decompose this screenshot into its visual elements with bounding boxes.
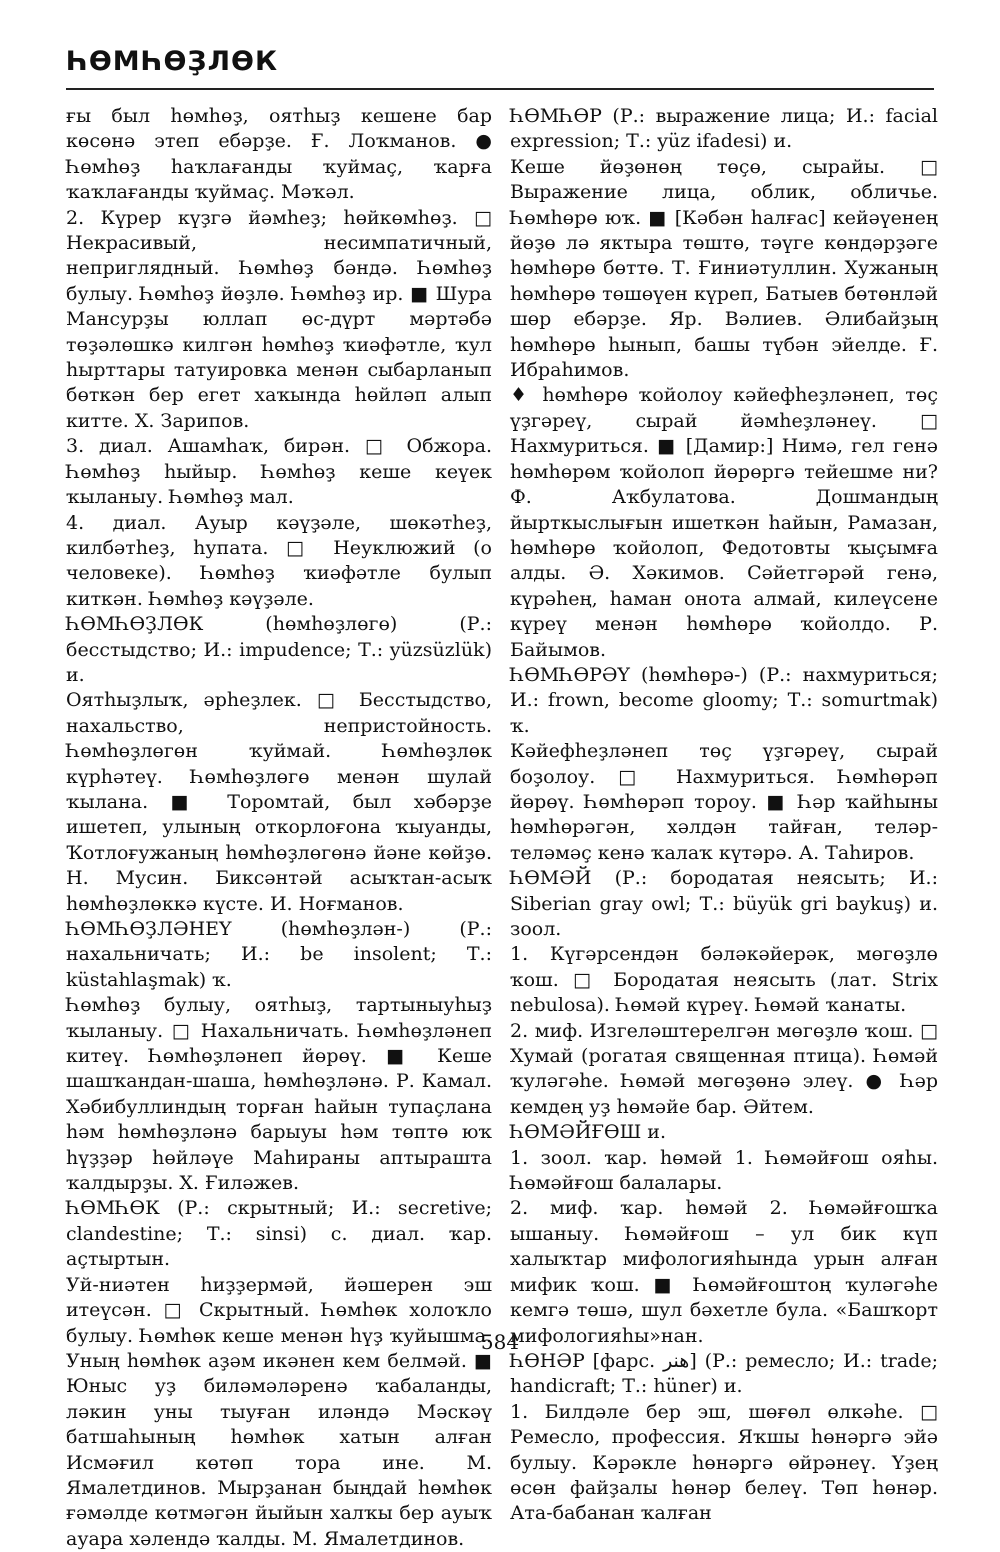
entry-paragraph: 2. Күрер күҙгә йәмһеҙ; һөйкөмһөҙ. □ Некрасивый, несимпатичный, неприглядный. Һөмһөҙ бәндә. Һөмһөҙ булыу. Һөмһөҙ йөҙлө. Һөмһөҙ ир. ■ Шура Мансурҙы юллап өс-дүрт мәртәбә төҙәлөшкә килгән һөмһөҙ ҡиәфәтле, ҡул һырттары татуировка менән сыбарланып бөткән бер егет хаҡында һөйләп алып китте. Х. Зарипов. <box>66 206 492 432</box>
entry-paragraph: 4. диал. Ауыр кәүҙәле, шөкәтһеҙ, килбәтһеҙ, һупата. □ Неуклюжий (о человеке). Һөмһөҙ ҡиәфәтле булып киткән. Һөмһөҙ кәүҙәле. <box>66 511 492 610</box>
page-number: 584 <box>480 1330 520 1354</box>
entry-paragraph: 1. зоол. ҡар. һөмәй 1. Һөмәйғош ояһы. Һөмәйғош балалары. <box>510 1146 938 1195</box>
entry-paragraph: Кеше йөҙөнөң төҫө, сырайы. □ Выражение лица, облик, обличье. Һөмһөрө юҡ. ■ [Кәбән һалғас] кейәүенең йөҙө лә яктыра төштө, тәүге көндәрҙәге һөмһөрө бөттө. Т. Ғиниәтуллин. Хужаның һөмһөрө төшөүен күреп, Батыев бөтөнләй шөр ебәрҙе. Яр. Вәлиев. Әлибайҙың һөмһөрө һынып, башы түбән эйелде. Ғ. Ибраһимов. <box>510 155 938 382</box>
entry-paragraph: 3. диал. Ашамһаҡ, бирән. □ Обжора. Һөмһөҙ һыйыр. Һөмһөҙ кеше кеүек ҡыланыу. Һөмһөҙ мал. <box>66 435 492 509</box>
entry-headword-paragraph: ҺӨМҺӨК (Р.: скрытный; И.: secretive; clandestine; Т.: sinsi) с. диал. ҡар. аҫтыртын. <box>66 1197 492 1271</box>
entry-paragraph: Һөмһөҙ булыу, оятһыҙ, тартыныуһыҙ ҡыланыу. □ Нахальничать. Һөмһөҙләнеп китеү. Һөмһөҙләнеп йөрөү. ■ Кеше шашҡандан-шаша, һөмһөҙләнә. Р. Камал. Хәбибуллиндың торған һайын тупаҫлана һәм һөмһөҙләнә барыуы һәм төптө юҡ һүҙҙәр һөйләүе Маһираны аптырашта ҡалдырҙы. Х. Ғиләжев. <box>66 994 492 1195</box>
running-head: ҺӨМҺӨҘЛӨК <box>66 46 279 77</box>
entry-headword-paragraph: ҺӨМҺӨҘЛӨК (һөмһөҙлөгө) (Р.: бесстыдство; И.: impudence; Т.: yüzsüzlük) и. <box>66 613 492 686</box>
entry-paragraph: Оятһыҙлыҡ, әрһеҙлек. □ Бесстыдство, нахальство, непристойность. Һөмһөҙлөгөн ҡуймай. Һөмһөҙлөк күрһәтеү. Һөмһөҙлөгө менән шулай ҡылана. ■ Торомтай, был хәбәрҙе ишетеп, улының откорлоғона ҡыуанды, Ҡотлоғужаның һөмһөҙлөгөнә йәне көйҙө. Н. Мусин. Биксәнтәй асыҡтан-асыҡ һөмһөҙлөккә күсте. И. Ноғманов. <box>66 689 492 915</box>
entry-paragraph: 1. Билдәле бер эш, шөғөл өлкәһе. □ Ремесло, профессия. Яҡшы һөнәргә эйә булыу. Кәрәкле һөнәргә өйрәнеү. Үҙең өсөн файҙалы һөнәр белеү. Төп һөнәр. Ата-бабанан ҡалған <box>510 1400 938 1525</box>
entry-paragraph: 1. Күгәрсендән бәләкәйерәк, мөгөҙлө ҡош. □ Бородатая неясыть (лат. Strix nebulosa). Һөмәй күреү. Һөмәй ҡанаты. <box>510 943 938 1017</box>
entry-headword-paragraph: ҺӨНӘР [фарс. هنر] (Р.: ремесло; И.: trade; handicraft; Т.: hüner) и. <box>510 1349 938 1398</box>
right-column <box>510 104 938 1527</box>
entry-paragraph: 2. миф. Изгеләштерелгән мөгөҙлө ҡош. □ Хумай (рогатая священная птица). Һөмәй ҡуләгәһе. Һөмәй мөгөҙөнә элеү. ● Һәр кемдең уҙ һөмәйе бар. Әйтем. <box>510 1019 938 1118</box>
header-rule <box>66 88 934 90</box>
entry-paragraph: ♦ һөмһөрө ҡойолоу кәйефһеҙләнеп, төҫ үҙгәреү, сырай йәмһеҙләнеү. □ Нахмуриться. ■ [Дамир:] Нимә, гел генә һөмһөрөм ҡойолоп йөрөргә тейешме ни? Ф. Аҡбулатова. Дошмандың йырткыслығын ишеткән һайын, Рамазан, һөмһөрө ҡойолоп, Федотовты ҡыҫымға алды. Ә. Хәкимов. Сәйетгәрәй генә, күрәһең, һаман онота алмай, килеүсене күреү менән һөмһөрө ҡойолдо. Р. Байымов. <box>510 384 938 661</box>
entry-headword-paragraph: ҺӨМҺӨР (Р.: выражение лица; И.: facial expression; Т.: yüz ifadesi) и. <box>510 105 938 153</box>
entry-headword-paragraph: ҺӨМҺӨРӘҮ (һөмһөрә-) (Р.: нахмуриться; И.: frown, become gloomy; Т.: somurtmak) ҡ. <box>510 663 938 737</box>
entry-paragraph: Уй-ниәтен һиҙҙермәй, йәшерен эш итеүсән. □ Скрытный. Һөмһөк холоҡло булыу. Һөмһөк кеше менән һүҙ ҡуйышма. Уның һөмһөк аҙәм икәнен кем белмәй. ■ Юныс уҙ биләмәләренә ҡабаланды, ләкин уны тыуған иләндә Мәскәү батшаһының һөмһөк хатын алған Исмәғил көтөп тора ине. М. Ямалетдинов. Мырҙанан быңдай һөмһөк ғәмәлде көтмәгән йыйын халҡы бер ауыҡ ауара хәлендә ҡалды. М. Ямалетдинов. <box>66 1273 492 1550</box>
entry-paragraph: Кәйефһеҙләнеп төҫ үҙгәреү, сырай боҙолоу. □ Нахмуриться. Һөмһөрәп йөрөү. Һөмһөрәп тороу. ■ Һәр ҡайһыны һөмһөрәгән, хәлдән тайған, теләр-теләмәҫ кенә ҡалаҡ күтәрә. А. Таһиров. <box>510 740 938 864</box>
entry-headword-paragraph: ҺӨМӘЙ (Р.: бородатая неясыть; И.: Siberian gray owl; Т.: büyük gri baykuş) и. зоол. <box>510 867 938 940</box>
entry-paragraph: 2. миф. ҡар. һөмәй 2. Һөмәйғошҡа ышаныу. Һөмәйғош – ул бик күп халыҡтар мифологияһында урын алған мифик ҡош. ■ Һөмәйғоштоң ҡуләгәһе кемгә төшә, шул бәхетле була. «Башҡорт мифологияһы»нан. <box>510 1197 938 1347</box>
entry-headword-paragraph: ҺӨМӘЙҒӨШ и. <box>510 1121 666 1144</box>
entry-headword-paragraph: ҺӨМҺӨҘЛӘНЕҮ (һөмһөҙлән-) (Р.: нахальничать; И.: be insolent; Т.: küstahlaşmak) ҡ. <box>66 918 492 991</box>
entry-paragraph: ғы был һөмһөҙ, оятһыҙ кешене бар көсөнә этеп ебәрҙе. Ғ. Лоҡманов. ● Һөмһөҙ һаҡлағанды ҡуймаҫ, ҡарға ҡаҡлағанды ҡуймаҫ. Мәҡәл. <box>66 105 492 204</box>
